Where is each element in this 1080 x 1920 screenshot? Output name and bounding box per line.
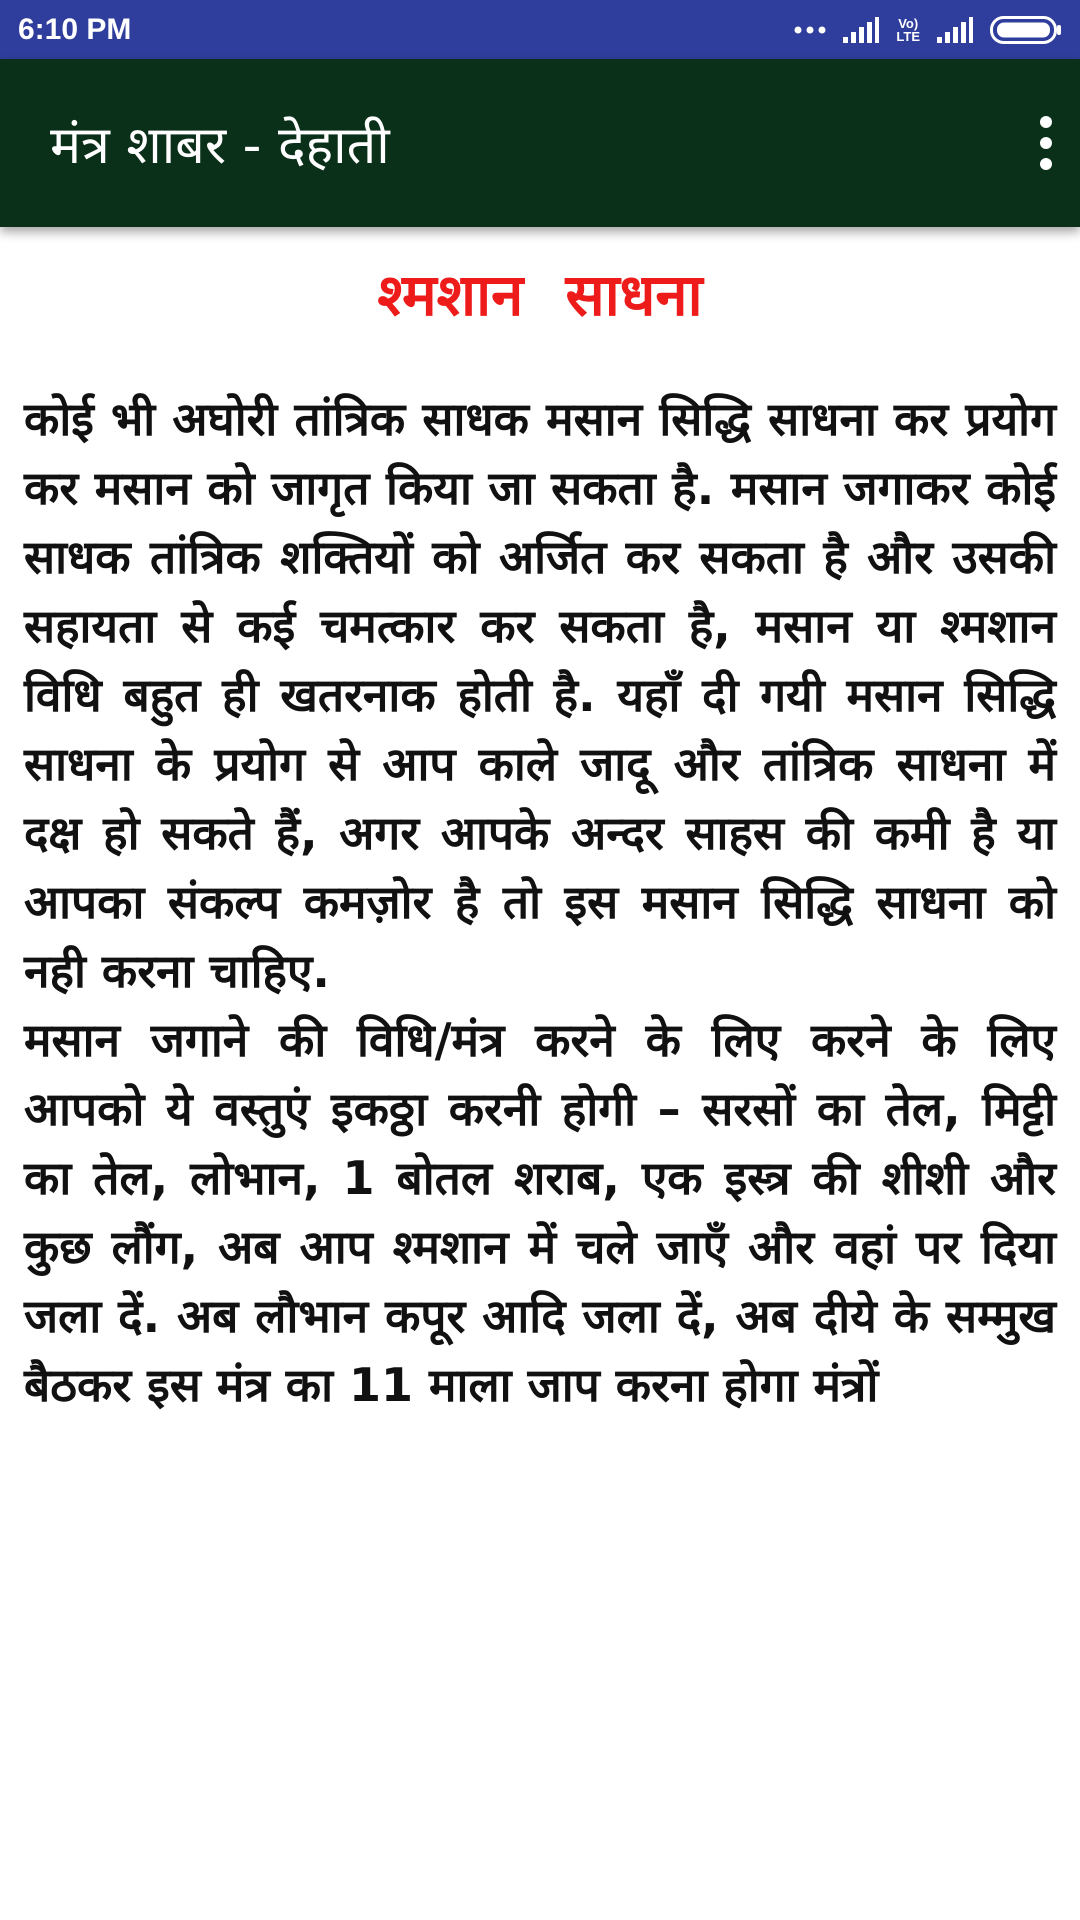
signal-icon [936,16,974,44]
more-vert-icon[interactable] [1026,103,1066,183]
battery-icon [990,15,1062,45]
app-bar [0,59,1080,227]
more-dots-icon [794,25,826,35]
status-time: 6:10 PM [18,12,132,46]
status-icons [794,15,1062,45]
volte-bottom-label: LTE [896,28,920,44]
status-bar [0,0,1080,59]
volte-top-label: Vo) [898,15,919,31]
overflow-dot [1040,137,1052,149]
app-title: मंत्र शाबर - देहाती [50,115,390,176]
overflow-dot [1040,158,1052,170]
volte-icon [896,17,920,43]
article-paragraph: मसान जगाने की विधि/मंत्र करने के लिए करने के लिए आपको ये वस्तुएं इकठ्ठा करनी होगी – सरसों का तेल, मिट्टी का तेल, लोभान, 1 बोतल शराब, एक इस्त्र की शीशी और कुछ लौंग, अब आप श्मशान में चले जाएँ और वहां पर दिया जला दें. अब लौभान कपूर आदि जला दें, अब दीये के सम्मुख बैठकर इस मंत्र का 11 माला जाप करना होगा मंत्रों [24,1013,1056,1412]
article-title: श्मशान साधना [377,261,703,329]
overflow-dot [1040,116,1052,128]
article-body [24,385,1056,1420]
article-content[interactable] [0,227,1080,1727]
article-paragraph: कोई भी अघोरी तांत्रिक साधक मसान सिद्धि साधना कर प्रयोग कर मसान को जागृत किया जा सकता है. मसान जगाकर कोई साधक तांत्रिक शक्तियों को अर्जित कर सकता है और उसकी सहायता से कई चमत्कार कर सकता है, मसान या श्मशान विधि बहुत ही खतरनाक होती है. यहाँ दी गयी मसान सिद्धि साधना के प्रयोग से आप काले जादू और तांत्रिक साधना में दक्ष हो सकते हैं, अगर आपके अन्दर साहस की कमी है या आपका संकल्प कमज़ोर है तो इस मसान सिद्धि साधना को नही करना चाहिए. [24,392,1056,998]
signal-icon [842,16,880,44]
